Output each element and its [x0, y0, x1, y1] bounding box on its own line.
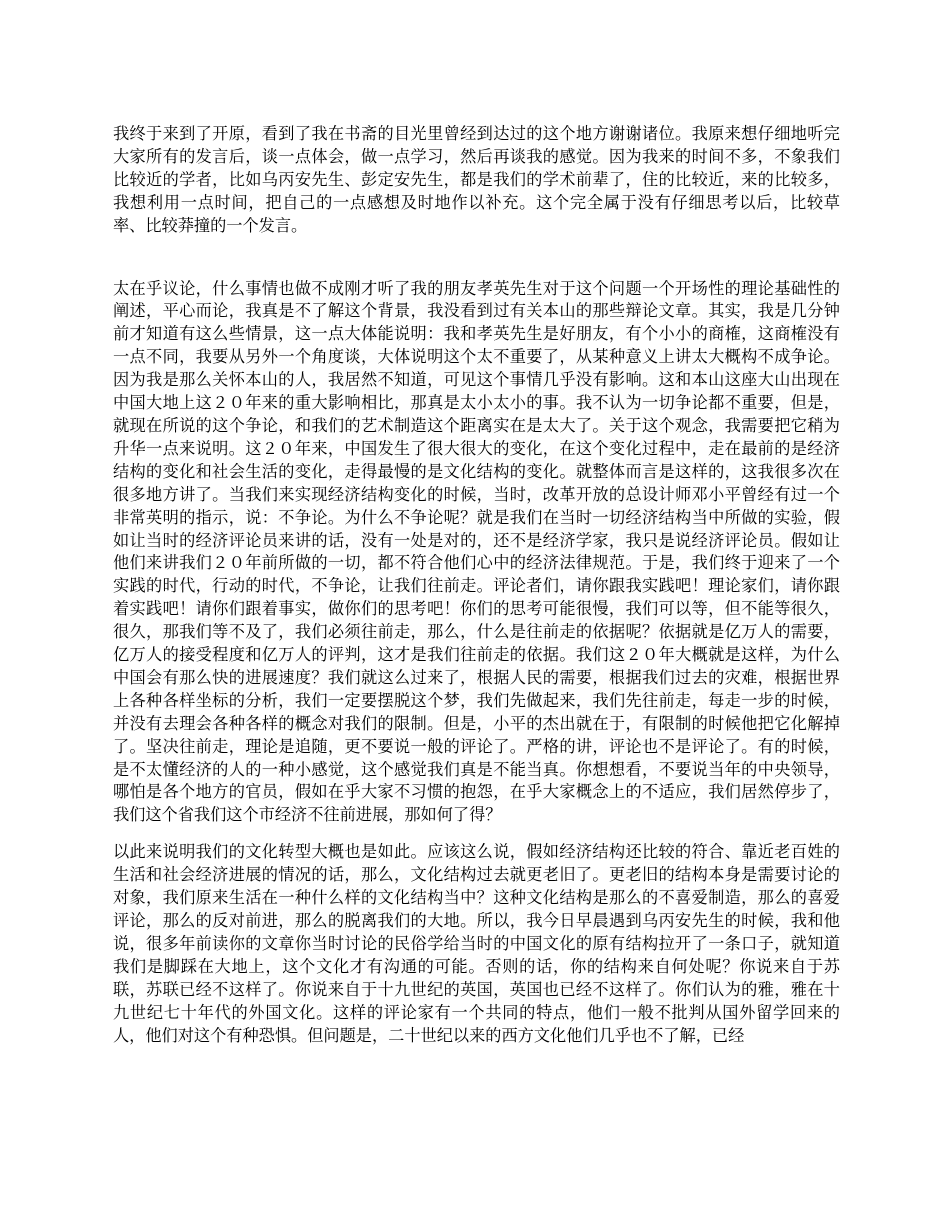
paragraph-culture: 以此来说明我们的文化转型大概也是如此。应该这么说，假如经济结构还比较的符合、靠近老百姓的生活和社会经济进展的情况的话，那么，文化结构过去就更老旧了。更老旧的结构本身是需要讨论的对象，我们原来生活在一种什么样的文化结构当中？这种文化结构是那么的不喜爱制造，那么的喜爱评论，那么的反对前进，那么的脱离我们的大地。所以，我今日早晨遇到乌丙安先生的时候，我和他说，很多年前读你的文章你当时讨论的民俗学给当时的中国文化的原有结构拉开了一条口子，就知道我们是脚踩在大地上，这个文化才有沟通的可能。否则的话，你的结构来自何处呢？你说来自于苏联，苏联已经不这样了。你说来自于十九世纪的英国，英国也已经不这样了。你们认为的雅，雅在十九世纪七十年代的外国文化。这样的评论家有一个共同的特点，他们一般不批判从国外留学回来的人，他们对这个有种恐惧。但问题是，二十世纪以来的西方文化他们几乎也不了解，已经: [113, 842, 840, 1045]
paragraph-main: 太在乎议论，什么事情也做不成刚才听了我的朋友孝英先生对于这个问题一个开场性的理论基础性的阐述，平心而论，我真是不了解这个背景，我没看到过有关本山的那些辩论文章。其实，我是几分钟前才知道有这么些情景，这一点大体能说明：我和孝英先生是好朋友，有个小小的商榷，这商榷没有一点不同，我要从另外一个角度谈，大体说明这个太不重要了，从某种意义上讲太大概构不成争论。因为我是那么关怀本山的人，我居然不知道，可见这个事情几乎没有影响。这和本山这座大山出现在中国大地上这２０年来的重大影响相比，那真是太小太小的事。我不认为一切争论都不重要，但是，就现在所说的这个争论，和我们的艺术制造这个距离实在是太大了。关于这个观念，我需要把它稍为升华一点来说明。这２０年来，中国发生了很大很大的变化，在这个变化过程中，走在最前的是经济结构的变化和社会生活的变化，走得最慢的是文化结构的变化。就整体而言是这样的，这我很多次在很多地方讲了。当我们来实现经济结构变化的时候，当时，改革开放的总设计师邓小平曾经有过一个非常英明的指示，说：不争论。为什么不争论呢？就是我们在当时一切经济结构当中所做的实验，假如让当时的经济评论员来讲的话，没有一处是对的，还不是经济学家，我只是说经济评论员。假如让他们来讲我们２０年前所做的一切，都不符合他们心中的经济法律规范。于是，我们终于迎来了一个实践的时代，行动的时代，不争论，让我们往前走。评论者们，请你跟我实践吧！理论家们，请你跟着实践吧！请你们跟着事实，做你们的思考吧！你们的思考可能很慢，我们可以等，但不能等很久，很久，那我们等不及了，我们必须往前走，那么，什么是往前走的依据呢？依据就是亿万人的需要，亿万人的接受程度和亿万人的评判，这才是我们往前走的依据。我们这２０年大概就是这样，为什么中国会有那么快的进展速度？我们就这么过来了，根据人民的需要，根据我们过去的灾难，根据世界上各种各样坐标的分析，我们一定要摆脱这个梦，我们先做起来，我们先往前走，每走一步的时候，并没有去理会各种各样的概念对我们的限制。但是，小平的杰出就在于，有限制的时候他把它化解掉了。坚决往前走，理论是追随，更不要说一般的评论了。严格的讲，评论也不是评论了。有的时候，是不太懂经济的人的一种小感觉，这个感觉我们真是不能当真。你想想看，不要说当年的中央领导，哪怕是各个地方的官员，假如在乎大家不习惯的抱怨，在乎大家概念上的不适应，我们居然停步了，我们这个省我们这个市经济不往前进展，那如何了得？: [113, 278, 840, 825]
paragraph-opening: 我终于来到了开原，看到了我在书斋的目光里曾经到达过的这个地方谢谢诸位。我原来想仔细地听完大家所有的发言后，谈一点体会，做一点学习，然后再谈我的感觉。因为我来的时间不多，不象我们比较近的学者，比如乌丙安先生、彭定安先生，都是我们的学术前辈了，住的比较近，来的比较多，我想利用一点时间，把自己的一点感想及时地作以补充。这个完全属于没有仔细思考以后，比较草率、比较莽撞的一个发言。: [113, 124, 840, 235]
document-body: [113, 123, 840, 1047]
